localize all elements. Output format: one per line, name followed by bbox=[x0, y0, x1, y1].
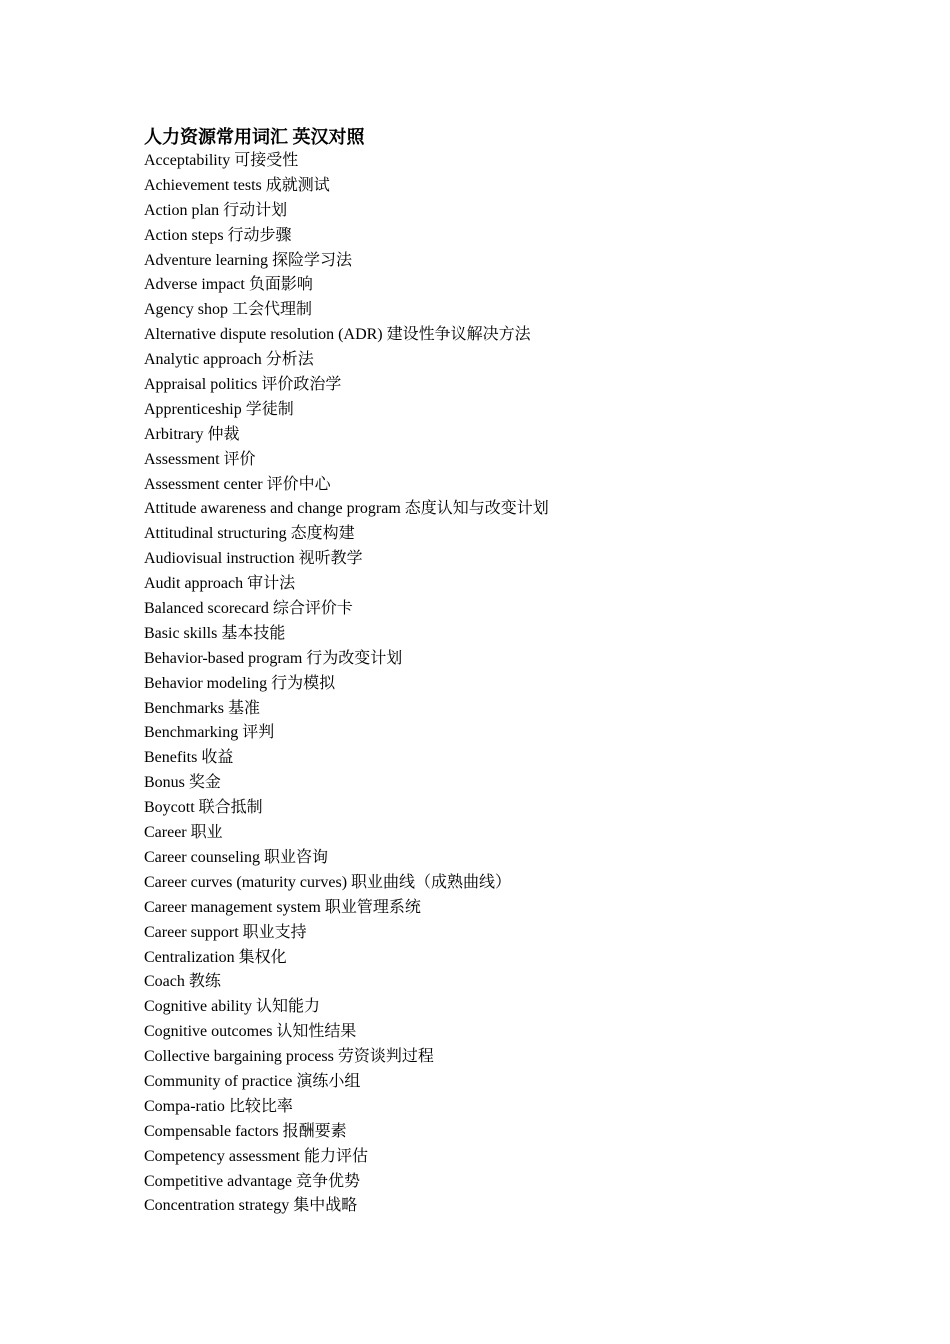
document-title: 人力资源常用词汇 英汉对照 bbox=[144, 127, 365, 147]
term-item: Behavior modeling 行为模拟 bbox=[144, 674, 336, 692]
term-item: Collective bargaining process 劳资谈判过程 bbox=[144, 1048, 434, 1066]
term-item: Career 职业 bbox=[144, 824, 223, 842]
term-list bbox=[144, 149, 844, 1219]
term-item: Competency assessment 能力评估 bbox=[144, 1147, 368, 1165]
term-item: Compa-ratio 比较比率 bbox=[144, 1097, 293, 1115]
term-item: Competitive advantage 竞争优势 bbox=[144, 1172, 360, 1190]
term-item: Bonus 奖金 bbox=[144, 774, 221, 792]
term-item: Attitudinal structuring 态度构建 bbox=[144, 525, 355, 543]
term-item: Analytic approach 分析法 bbox=[144, 351, 314, 369]
term-item: Action steps 行动步骤 bbox=[144, 226, 292, 244]
term-item: Basic skills 基本技能 bbox=[144, 624, 286, 642]
term-item: Acceptability 可接受性 bbox=[144, 152, 299, 169]
term-item: Action plan 行动计划 bbox=[144, 201, 288, 219]
term-item: Centralization 集权化 bbox=[144, 948, 287, 966]
term-item: Adverse impact 负面影响 bbox=[144, 276, 313, 294]
term-item: Assessment 评价 bbox=[144, 450, 256, 468]
term-item: Audiovisual instruction 视听教学 bbox=[144, 550, 363, 568]
term-item: Apprenticeship 学徒制 bbox=[144, 400, 294, 418]
term-item: Arbitrary 仲裁 bbox=[144, 425, 240, 443]
term-item: Community of practice 演练小组 bbox=[144, 1072, 361, 1090]
term-item: Achievement tests 成就测试 bbox=[144, 176, 330, 194]
term-item: Attitude awareness and change program 态度认知与改变计划 bbox=[144, 500, 549, 518]
term-item: Concentration strategy 集中战略 bbox=[144, 1197, 358, 1215]
term-item: Agency shop 工会代理制 bbox=[144, 301, 312, 319]
term-item: Career curves (maturity curves) 职业曲线（成熟曲线） bbox=[144, 873, 512, 891]
term-item: Audit approach 审计法 bbox=[144, 575, 296, 593]
term-item: Compensable factors 报酬要素 bbox=[144, 1122, 347, 1140]
document-content bbox=[144, 125, 844, 1219]
term-item: Assessment center 评价中心 bbox=[144, 475, 331, 493]
term-item: Coach 教练 bbox=[144, 973, 221, 991]
term-item: Career management system 职业管理系统 bbox=[144, 898, 421, 916]
term-item: Alternative dispute resolution (ADR) 建设性争议解决方法 bbox=[144, 326, 531, 344]
term-item: Career counseling 职业咨询 bbox=[144, 848, 328, 866]
term-item: Boycott 联合抵制 bbox=[144, 799, 263, 817]
term-item: Behavior-based program 行为改变计划 bbox=[144, 649, 403, 667]
term-item: Adventure learning 探险学习法 bbox=[144, 251, 352, 269]
term-item: Appraisal politics 评价政治学 bbox=[144, 376, 342, 394]
term-item: Cognitive ability 认知能力 bbox=[144, 998, 320, 1016]
term-item: Benchmarks 基准 bbox=[144, 699, 260, 717]
term-item: Benchmarking 评判 bbox=[144, 724, 275, 742]
term-item: Balanced scorecard 综合评价卡 bbox=[144, 600, 353, 618]
term-item: Career support 职业支持 bbox=[144, 923, 307, 941]
term-item: Cognitive outcomes 认知性结果 bbox=[144, 1023, 357, 1041]
term-item: Benefits 收益 bbox=[144, 749, 234, 767]
